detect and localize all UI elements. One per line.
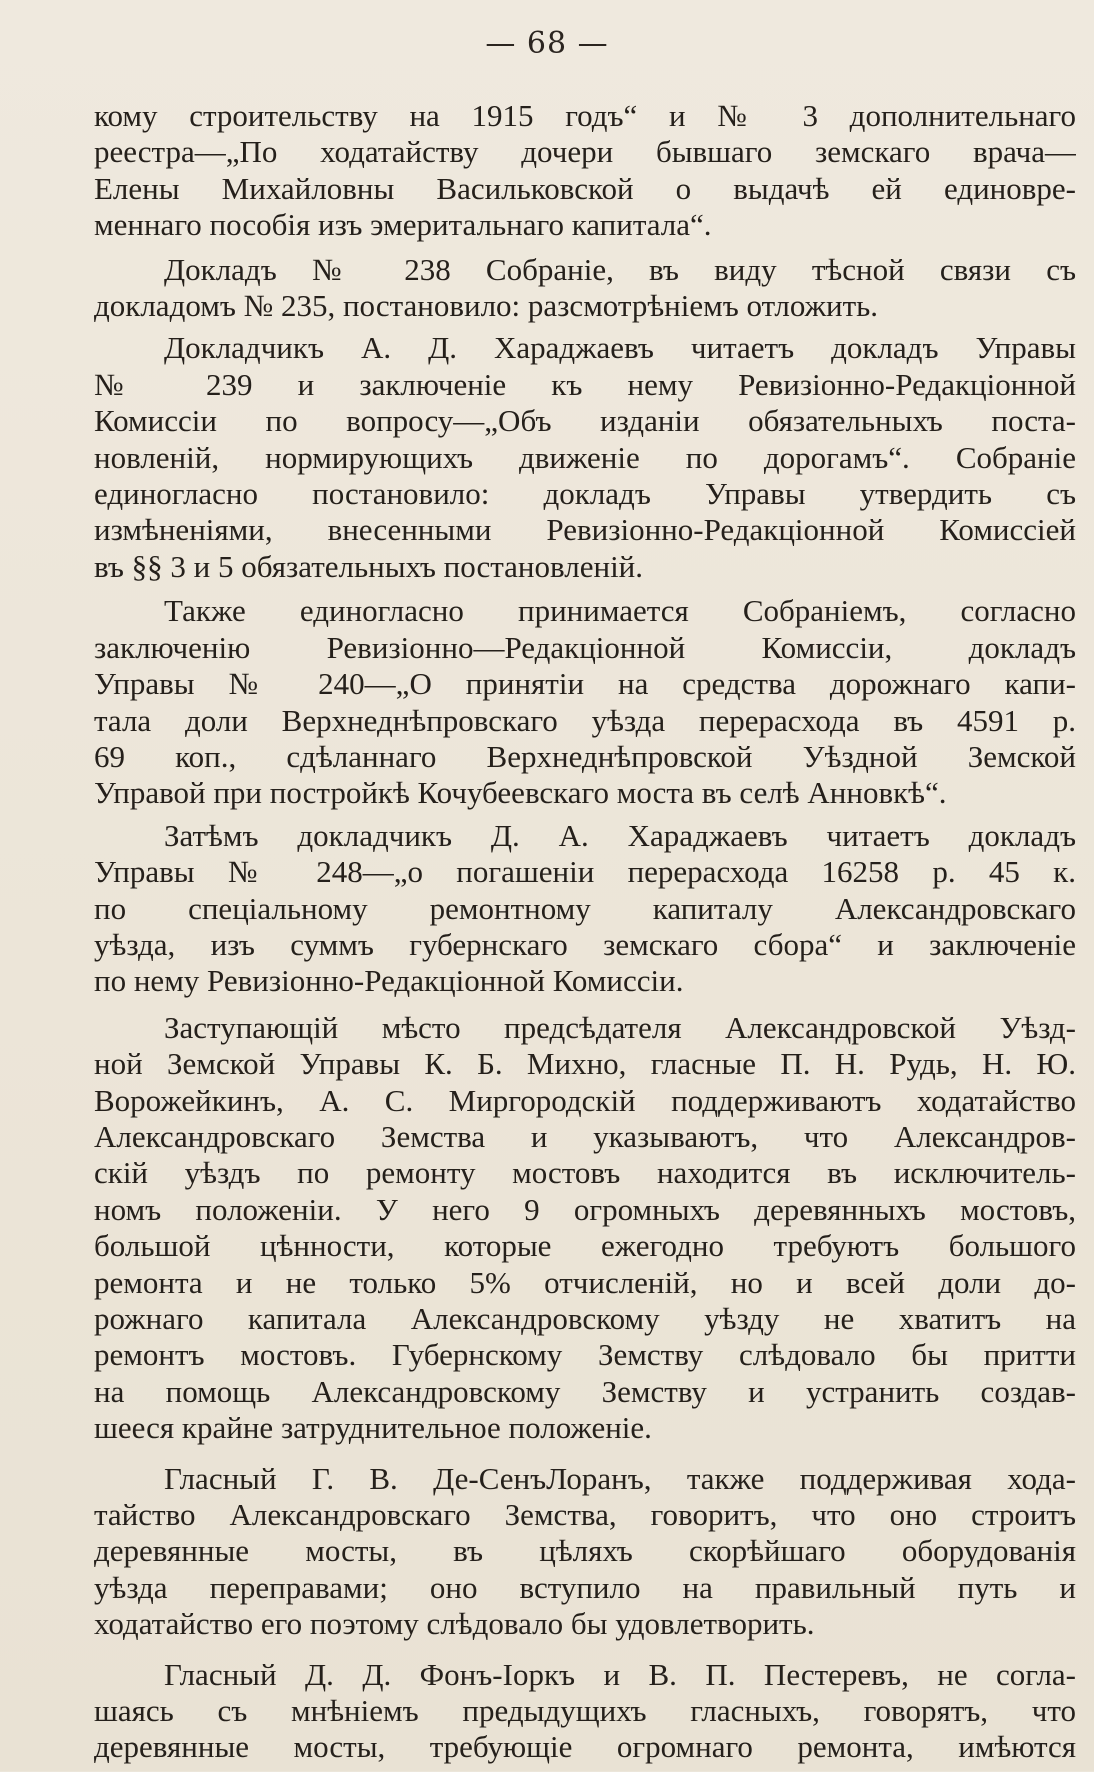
- body-text: [94, 98, 1076, 1772]
- text-line: 69 коп., сдѣланнаго Верхнеднѣпровской Уѣздной Земской: [94, 738, 1076, 774]
- text-line: Управы № 248—„о погашеніи перерасхода 16258 р. 45 к.: [94, 854, 1076, 890]
- text-line: по нему Ревизіонно-Редакціонной Комиссіи.: [94, 963, 684, 999]
- paragraph: [94, 818, 1076, 1000]
- paragraph: [94, 98, 1076, 244]
- text-line: ремонта и не только 5% отчисленій, но и всей доли до-: [94, 1264, 1076, 1300]
- text-line: Александровскаго Земства и указываютъ, что Александров-: [94, 1118, 1076, 1154]
- text-line: № 239 и заключеніе къ нему Ревизіонно-Редакціонной: [94, 366, 1076, 402]
- page-number: — 68 —: [485, 26, 609, 61]
- text-line: ной Земской Управы К. Б. Михно, гласные П. Н. Рудь, Н. Ю.: [94, 1046, 1076, 1082]
- text-line: ремонтъ мостовъ. Губернскому Земству слѣдовало бы притти: [94, 1337, 1076, 1373]
- text-line: рожнаго капитала Александровскому уѣзду не хватитъ на: [94, 1301, 1076, 1336]
- text-line: Ворожейкинъ, А. С. Миргородскій поддерживаютъ ходатайство: [94, 1082, 1076, 1118]
- text-line: скій уѣздъ по ремонту мостовъ находится въ исключитель-: [94, 1155, 1076, 1191]
- text-line: Гласный Д. Д. Фонъ-Іоркъ и В. П. Пестеревъ, не согла-: [164, 1656, 1076, 1692]
- text-line: реестра—„По ходатайству дочери бывшаго земскаго врача—: [94, 134, 1076, 170]
- text-line: Гласный Г. В. Де-СенъЛоранъ, также поддерживая хода-: [164, 1460, 1076, 1496]
- text-line: по спеціальному ремонтному капиталу Александровскаго: [94, 890, 1076, 926]
- text-line: докладомъ № 235, постановило: разсмотрѣніемъ отложить.: [94, 288, 879, 324]
- paragraph: [94, 1010, 1076, 1447]
- text-line: на помощь Александровскому Земству и устранить создав-: [94, 1373, 1076, 1409]
- text-line: Затѣмъ докладчикъ Д. А. Хараджаевъ читаетъ докладъ: [164, 817, 1076, 853]
- text-line: уѣзда, изъ суммъ губернскаго земскаго сбора“ и заключеніе: [94, 926, 1076, 962]
- text-line: деревянные мосты, требующіе огромнаго ремонта, имѣются: [94, 1729, 1076, 1765]
- text-line: большой цѣнности, которые ежегодно требуютъ большого: [94, 1228, 1076, 1264]
- text-line: номъ положеніи. У него 9 огромныхъ деревянныхъ мостовъ,: [94, 1191, 1076, 1227]
- paragraph: [94, 593, 1076, 811]
- text-line: меннаго пособія изъ эмеритальнаго капитала“.: [94, 207, 712, 243]
- text-line: деревянные мосты, въ цѣляхъ скорѣйшаго оборудованія: [94, 1533, 1076, 1569]
- text-line: шееся крайне затруднительное положеніе.: [94, 1410, 652, 1446]
- text-line: измѣненіями, внесенными Ревизіонно-Редакціонной Комиссіей: [94, 512, 1076, 548]
- paragraph: [94, 1657, 1076, 1766]
- text-line: тайство Александровскаго Земства, говоритъ, что оно строитъ: [94, 1497, 1076, 1533]
- text-line: Управой при постройкѣ Кочубеевскаго моста въ селѣ Анновкѣ“.: [94, 775, 947, 811]
- text-line: въ §§ 3 и 5 обязательныхъ постановленій.: [94, 548, 644, 584]
- text-line: тала доли Верхнеднѣпровскаго уѣзда перерасхода въ 4591 р.: [94, 702, 1076, 738]
- text-line: Комиссіи по вопросу—„Объ изданіи обязательныхъ поста-: [94, 403, 1076, 439]
- text-line: уѣзда переправами; оно вступило на правильный путь и: [94, 1569, 1076, 1605]
- text-line: Также единогласно принимается Собраніемъ, согласно: [164, 593, 1076, 629]
- text-line: Докладчикъ А. Д. Хараджаевъ читаетъ докладъ Управы: [164, 330, 1076, 366]
- paragraph: [94, 252, 1076, 325]
- text-line: Управы № 240—„О принятіи на средства дорожнаго капи-: [94, 666, 1076, 702]
- text-line: Елены Михайловны Васильковской о выдачѣ ей единовре-: [94, 170, 1076, 206]
- text-line: кому строительству на 1915 годъ“ и № 3 дополнительнаго: [94, 98, 1076, 133]
- text-line: заключенію Ревизіонно—Редакціонной Комиссіи, докладъ: [94, 629, 1076, 665]
- text-line: ходатайство его поэтому слѣдовало бы удовлетворить.: [94, 1606, 815, 1642]
- text-line: Докладъ № 238 Собраніе, въ виду тѣсной связи съ: [164, 251, 1076, 287]
- paragraph: [94, 330, 1076, 585]
- text-line: Заступающій мѣсто предсѣдателя Александровской Уѣзд-: [164, 1009, 1076, 1045]
- paragraph: [94, 1461, 1076, 1643]
- text-line: шаясь съ мнѣніемъ предыдущихъ гласныхъ, говорятъ, что: [94, 1693, 1076, 1729]
- text-line: единогласно постановило: докладъ Управы утвердить съ: [94, 476, 1076, 512]
- text-line: новленій, нормирующихъ движеніе по дорогамъ“. Собраніе: [94, 439, 1076, 475]
